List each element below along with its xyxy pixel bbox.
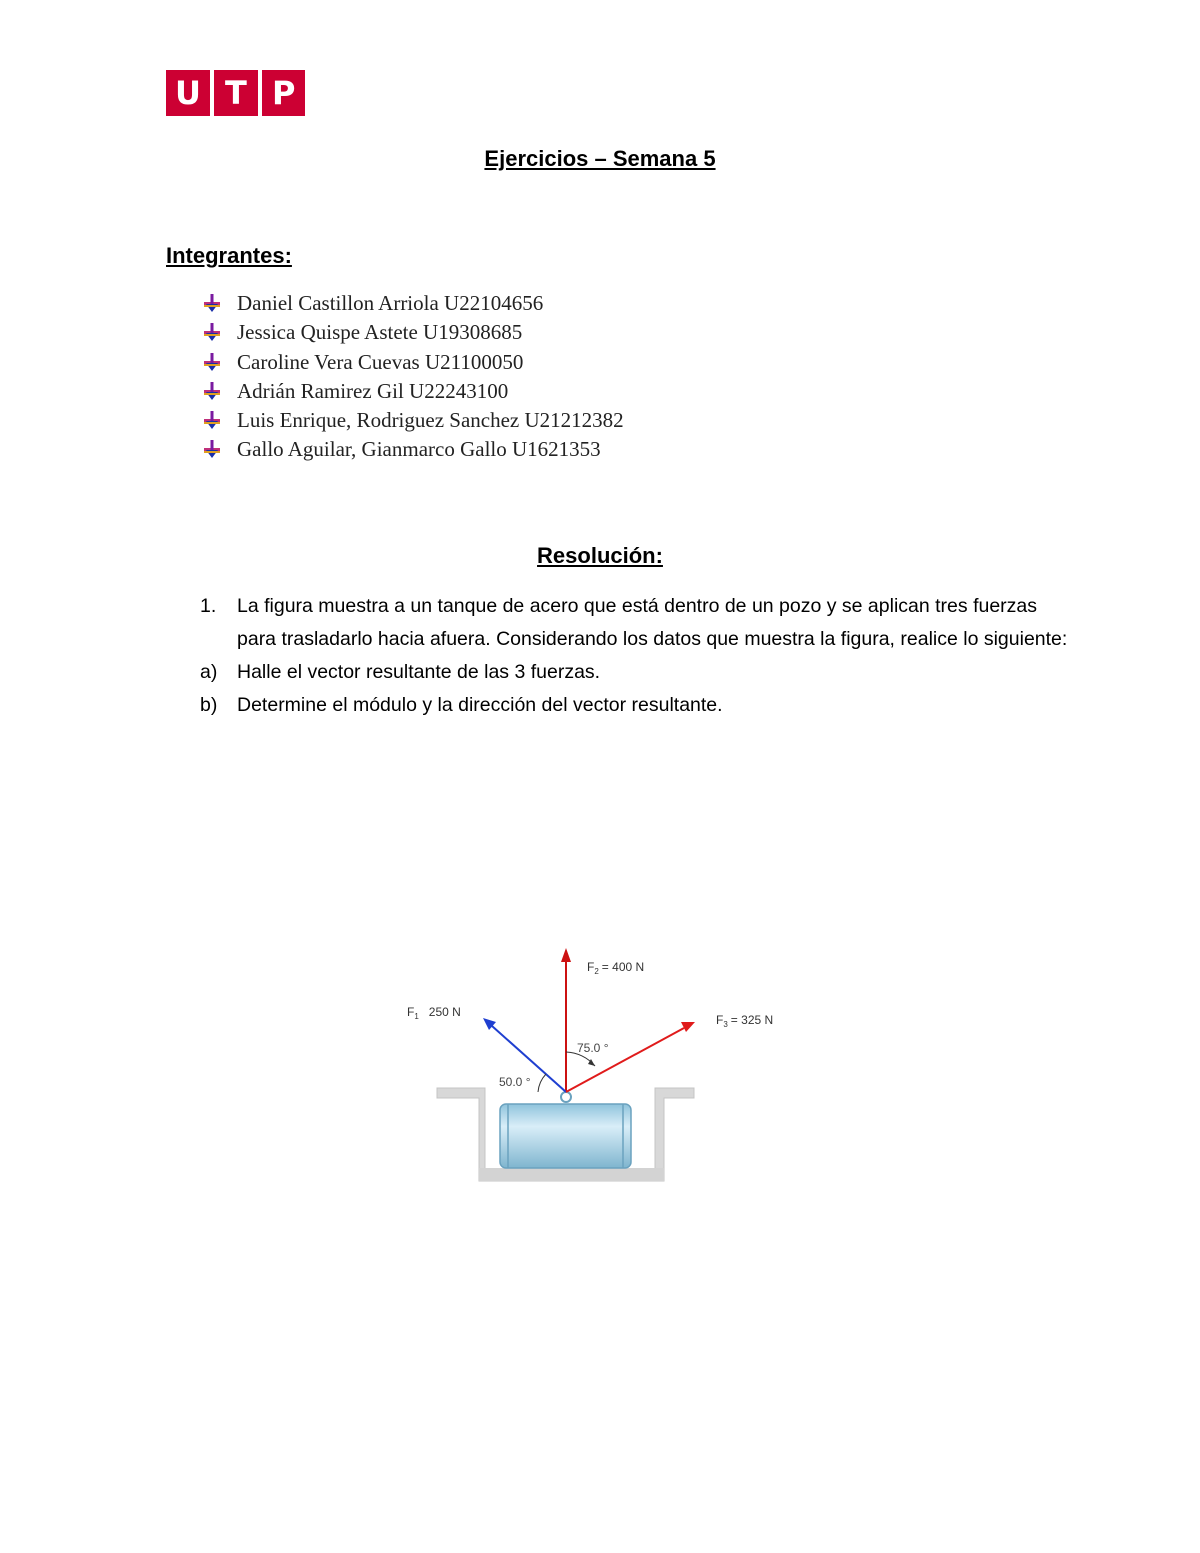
member-item (200, 289, 624, 318)
member-item (200, 406, 624, 435)
hook-ring (561, 1092, 571, 1102)
item-marker: b) (200, 694, 218, 716)
arrow-bullet-icon (202, 352, 222, 372)
members-list (200, 289, 624, 465)
member-name: Adrián Ramirez Gil U22243100 (237, 378, 509, 403)
arrow-bullet-icon (202, 439, 222, 459)
problem-block (200, 590, 1080, 722)
item-text: Determine el módulo y la dirección del vector resultante. (237, 694, 723, 716)
item-text: Halle el vector resultante de las 3 fuerzas. (237, 661, 601, 683)
angle-right-label: 75.0 ° (577, 1041, 609, 1055)
arrow-bullet-icon (202, 322, 222, 342)
pit-floor (479, 1168, 664, 1181)
member-item (200, 348, 624, 377)
member-name: Gallo Aguilar, Gianmarco Gallo U1621353 (237, 437, 601, 462)
force-f2-arrowhead (561, 948, 571, 962)
arrow-bullet-icon (202, 381, 222, 401)
problem-statement (200, 590, 1080, 656)
angle-arc-left (538, 1074, 546, 1092)
document-title: Ejercicios – Semana 5 (484, 146, 716, 171)
force-diagram (400, 940, 800, 1190)
member-name: Daniel Castillon Arriola U22104656 (237, 291, 544, 315)
logo-letter-u: U (175, 74, 201, 112)
f3-label: $F_3 = 325$ N (716, 1013, 774, 1029)
item-marker: a) (200, 661, 218, 683)
member-item (200, 377, 624, 406)
problem-item-b (200, 689, 1080, 722)
logo-letter-p: P (272, 74, 296, 112)
logo-letter-t: T (225, 74, 247, 112)
member-item (200, 318, 624, 347)
utp-logo (166, 70, 305, 116)
member-item (200, 435, 624, 464)
problem-number: 1. (200, 595, 217, 617)
arrow-bullet-icon (202, 410, 222, 430)
f2-label: $F_2 = 400$ N (587, 960, 645, 976)
member-name: Jessica Quispe Astete U19308685 (237, 320, 523, 345)
angle-left-label: 50.0 ° (499, 1075, 531, 1089)
f1-label: $F_1$ 250 N (407, 1005, 461, 1021)
members-heading: Integrantes: (166, 243, 292, 268)
member-name: Caroline Vera Cuevas U21100050 (237, 349, 524, 374)
logo-divider (258, 70, 262, 116)
arrow-bullet-icon (202, 293, 222, 313)
resolution-heading: Resolución: (537, 543, 663, 568)
logo-divider (210, 70, 214, 116)
steel-tank (500, 1104, 631, 1168)
force-f3-arrowhead (681, 1022, 695, 1032)
problem-item-a (200, 656, 1080, 689)
force-f3-arrow (566, 1028, 684, 1092)
problem-text: La figura muestra a un tanque de acero que está dentro de un pozo y se aplican tres fuerzas para trasladarlo hacia afuera. Considerando los datos que muestra la figura, realice lo siguiente: (237, 595, 1068, 650)
member-name: Luis Enrique, Rodriguez Sanchez U21212382 (237, 408, 624, 433)
